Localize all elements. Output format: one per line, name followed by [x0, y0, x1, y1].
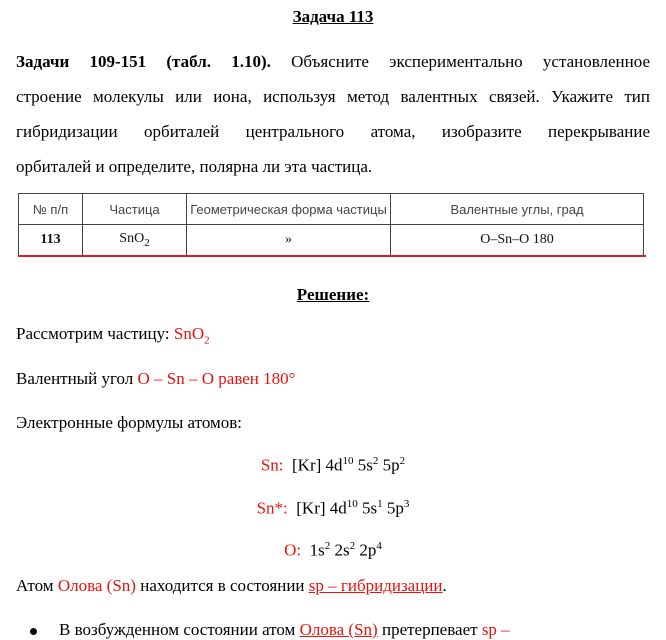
header-particle: Частица [83, 194, 187, 225]
sn-mid2: 5p [378, 455, 400, 475]
sn-formula [0, 455, 666, 476]
statement-line-2: строение молекулы или иона, используя метод валентных связей. Укажите тип [16, 87, 650, 106]
bullet-dot-icon [30, 628, 37, 635]
o-label: O: [284, 540, 302, 560]
bullet-prefix: В возбужденном состоянии атом [59, 620, 296, 639]
consider-line [16, 324, 210, 346]
list-item [30, 620, 650, 640]
sn-e1: 10 [342, 455, 354, 467]
table-underline [18, 255, 646, 257]
sn-star-e2: 1 [377, 498, 383, 510]
bullet-tail: sp – [481, 620, 510, 639]
header-shape: Геометрическая форма частицы [187, 194, 391, 225]
o-e1: 2 [324, 540, 331, 552]
consider-base: SnO [173, 324, 205, 343]
sn-star-label: Sn*: [256, 498, 288, 518]
o-p3: 2p [355, 540, 377, 560]
cell-num: 113 [19, 225, 83, 256]
statement-line-3: гибридизации орбиталей центрального атома, изобразите перекрывание [16, 122, 650, 141]
solution-heading: Решение: [296, 285, 370, 304]
o-e3: 4 [376, 540, 382, 552]
sn-label: Sn: [260, 455, 284, 475]
state-prefix: Атом [16, 576, 54, 595]
state-hyb: sp – гибридизации [308, 576, 443, 595]
statement-line-4: орбиталей и определите, полярна ли эта частица. [16, 157, 373, 176]
formulas-label: Электронные формулы атомов: [16, 413, 243, 432]
statement-line-1-text: Объясните экспериментально установленное [291, 52, 651, 71]
sn-star-mid2: 5p [382, 498, 404, 518]
sn-mid1: 5s [353, 455, 373, 475]
o-formula [0, 540, 666, 561]
particle-base: SnO [119, 231, 145, 247]
state-atom: Олова (Sn) [57, 576, 136, 595]
consider-formula [173, 324, 210, 347]
angle-line [16, 369, 295, 389]
statement-line-1 [16, 44, 650, 79]
header-num: № п/п [19, 194, 83, 225]
sn-e3: 2 [399, 455, 406, 467]
o-p2: 2s [330, 540, 350, 560]
sn-star-e1: 10 [346, 498, 358, 510]
task-statement [16, 44, 650, 184]
sn-star-core: [Kr] 4d [296, 498, 347, 518]
sn-e2: 2 [372, 455, 379, 467]
bullet-atom: Олова (Sn) [299, 620, 378, 639]
state-mid: находится в состоянии [140, 576, 305, 595]
angle-label: Валентный угол [16, 369, 134, 388]
consider-label: Рассмотрим частицу: [16, 324, 170, 343]
sn-star-mid1: 5s [357, 498, 378, 518]
consider-sub: 2 [204, 334, 210, 347]
header-angles: Валентные углы, град [391, 194, 644, 225]
cell-angle: O–Sn–O 180 [391, 225, 644, 256]
bullet-mid: претерпевает [381, 620, 478, 639]
cell-particle [83, 225, 187, 256]
sn-core: [Kr] 4d [292, 455, 343, 475]
o-e2: 2 [349, 540, 356, 552]
angle-value: O – Sn – O равен 180° [137, 369, 296, 388]
state-end: . [442, 576, 447, 595]
state-line [16, 576, 447, 596]
statement-bold-lead: Задачи 109-151 (табл. 1.10). [16, 52, 271, 71]
page-title: Задача 113 [292, 7, 374, 26]
particle-sub: 2 [144, 236, 150, 249]
reference-table [18, 193, 644, 256]
sn-star-e3: 3 [403, 498, 410, 510]
sn-star-formula [0, 498, 666, 519]
table-row [19, 225, 644, 256]
o-p1: 1s [309, 540, 325, 560]
table-header-row [19, 194, 644, 225]
cell-shape: » [187, 225, 391, 256]
